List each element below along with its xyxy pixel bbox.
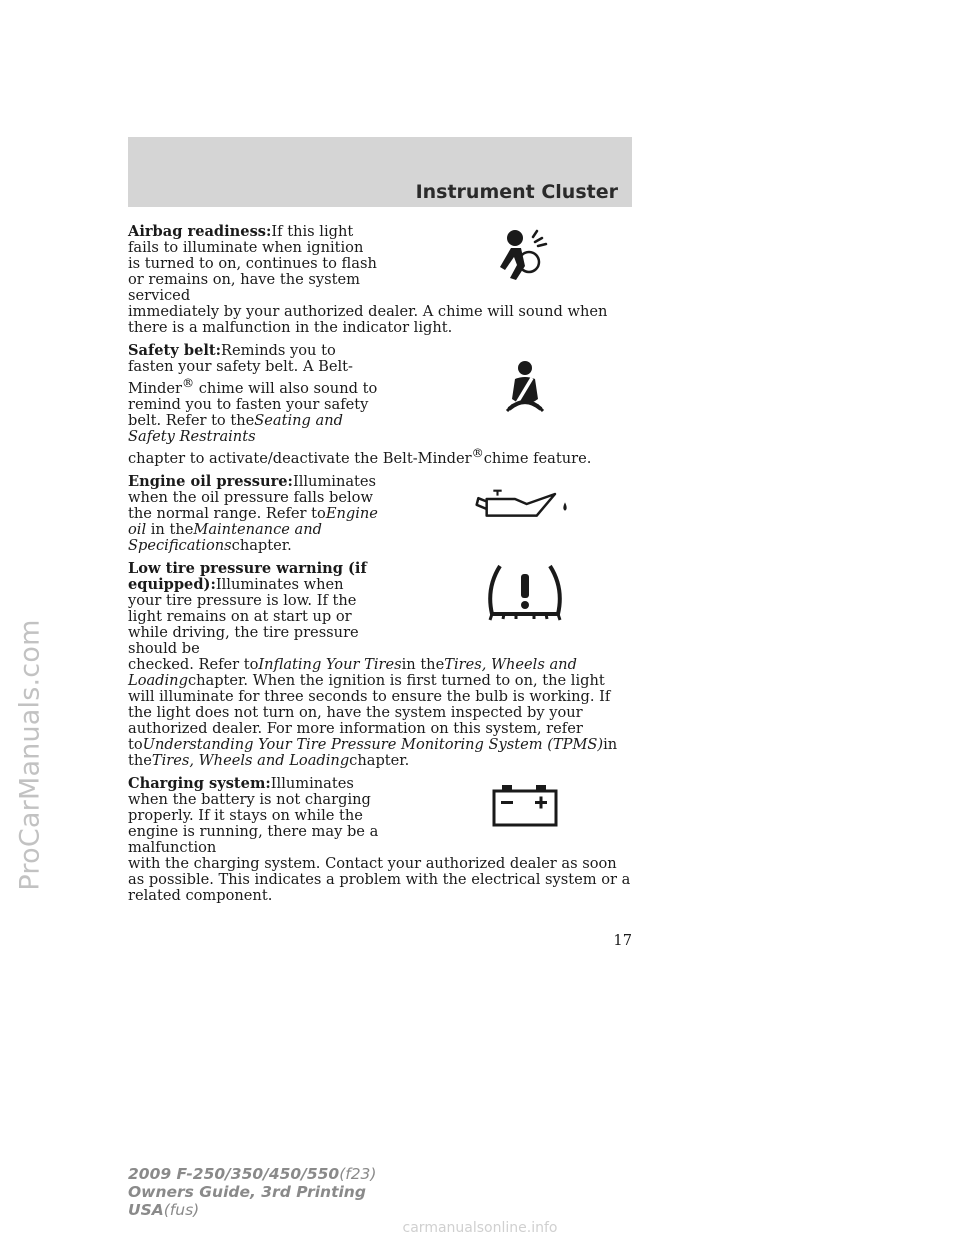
charging-text-cont: with the charging system. Contact your authorized dealer as soon as possible. This indicates a problem with the electrical system or a related component.	[128, 854, 631, 904]
page-content	[128, 224, 632, 911]
registered-mark-2: ®	[471, 445, 484, 460]
footer	[128, 1165, 376, 1219]
airbag-text: If this light fails to illuminate when ignition is turned to on, continues to flash or remains on, have the system serviced	[128, 223, 377, 304]
engine-oil-text-1: Illuminates when the oil pressure falls below the normal range. Refer to	[128, 472, 377, 522]
safety-belt-text-1: Reminds you to fasten your safety belt. A Belt-Minder	[128, 342, 353, 397]
footer-edition: Owners Guide, 3rd Printing	[128, 1183, 366, 1201]
section-safety-belt	[128, 343, 632, 467]
tire-ref-2: Tires, Wheels and Loading	[128, 655, 577, 689]
battery-icon	[475, 778, 575, 834]
tire-ref-3: Understanding Your Tire Pressure Monitoring System (TPMS)	[142, 735, 604, 753]
watermark-text: ProCarManuals.com	[14, 619, 46, 891]
airbag-label: Airbag readiness:	[128, 223, 272, 240]
footer-market-code: (fus)	[163, 1201, 200, 1219]
section-engine-oil	[128, 474, 632, 554]
safety-belt-label: Safety belt:	[128, 342, 222, 359]
tire-pressure-icon	[475, 563, 575, 619]
footer-model-code: (f23)	[339, 1165, 377, 1183]
tire-text-5: chapter.	[349, 751, 410, 769]
footer-market: USA	[128, 1201, 164, 1219]
tire-text-2: in the	[401, 655, 445, 673]
section-tire-pressure	[128, 561, 632, 769]
safety-belt-text-2: chime will also sound to remind you to fasten your safety belt. Refer to the	[128, 379, 378, 429]
bottom-url: carmanualsonline.info	[402, 1220, 558, 1236]
footer-model: 2009 F-250/350/450/550	[128, 1165, 340, 1183]
tire-text-4: in the	[128, 735, 618, 769]
engine-oil-label: Engine oil pressure:	[128, 472, 293, 490]
tire-pressure-label: Low tire pressure warning (if equipped):	[128, 559, 367, 593]
tire-ref-1: Inflating Your Tires	[258, 655, 402, 673]
charging-text: Illuminates when the battery is not charging properly. If it stays on while the engine is running, there may be a malfunction	[128, 774, 379, 856]
registered-mark: ®	[181, 376, 195, 390]
section-charging	[128, 776, 632, 904]
oil-can-icon	[475, 476, 575, 532]
tire-text-1: checked. Refer to	[128, 655, 259, 673]
header-band	[128, 137, 632, 207]
safety-belt-text-4: chime feature.	[483, 449, 592, 467]
tire-pressure-text: Illuminates when your tire pressure is low. If the light remains on at start up or while driving, the tire pressure should be	[128, 575, 359, 657]
tire-text-3: chapter. When the ignition is first turned to on, the light will illuminate for three seconds to ensure the bulb is working. If the light does not turn on, have the system inspected by your authorized dealer. For more information on this system, refer to	[128, 671, 611, 753]
charging-label: Charging system:	[128, 774, 271, 792]
engine-oil-chapter: Maintenance and Specifications	[128, 520, 322, 554]
seatbelt-icon	[475, 359, 575, 415]
tire-ref-4: Tires, Wheels and Loading	[151, 751, 350, 769]
watermark	[10, 540, 50, 970]
engine-oil-text-2: in the	[146, 520, 194, 538]
section-airbag	[128, 224, 632, 336]
safety-belt-ref: Seating and Safety Restraints	[128, 411, 343, 445]
engine-oil-text-3: chapter.	[231, 536, 292, 554]
airbag-icon	[475, 226, 575, 282]
page-number: 17	[613, 932, 632, 949]
safety-belt-text-3: chapter to activate/deactivate the Belt-Minder	[128, 449, 472, 467]
engine-oil-ref: Engine oil	[128, 504, 378, 538]
page-title: Instrument Cluster	[415, 181, 618, 203]
airbag-text-cont: immediately by your authorized dealer. A chime will sound when there is a malfunction in the indicator light.	[128, 303, 608, 336]
